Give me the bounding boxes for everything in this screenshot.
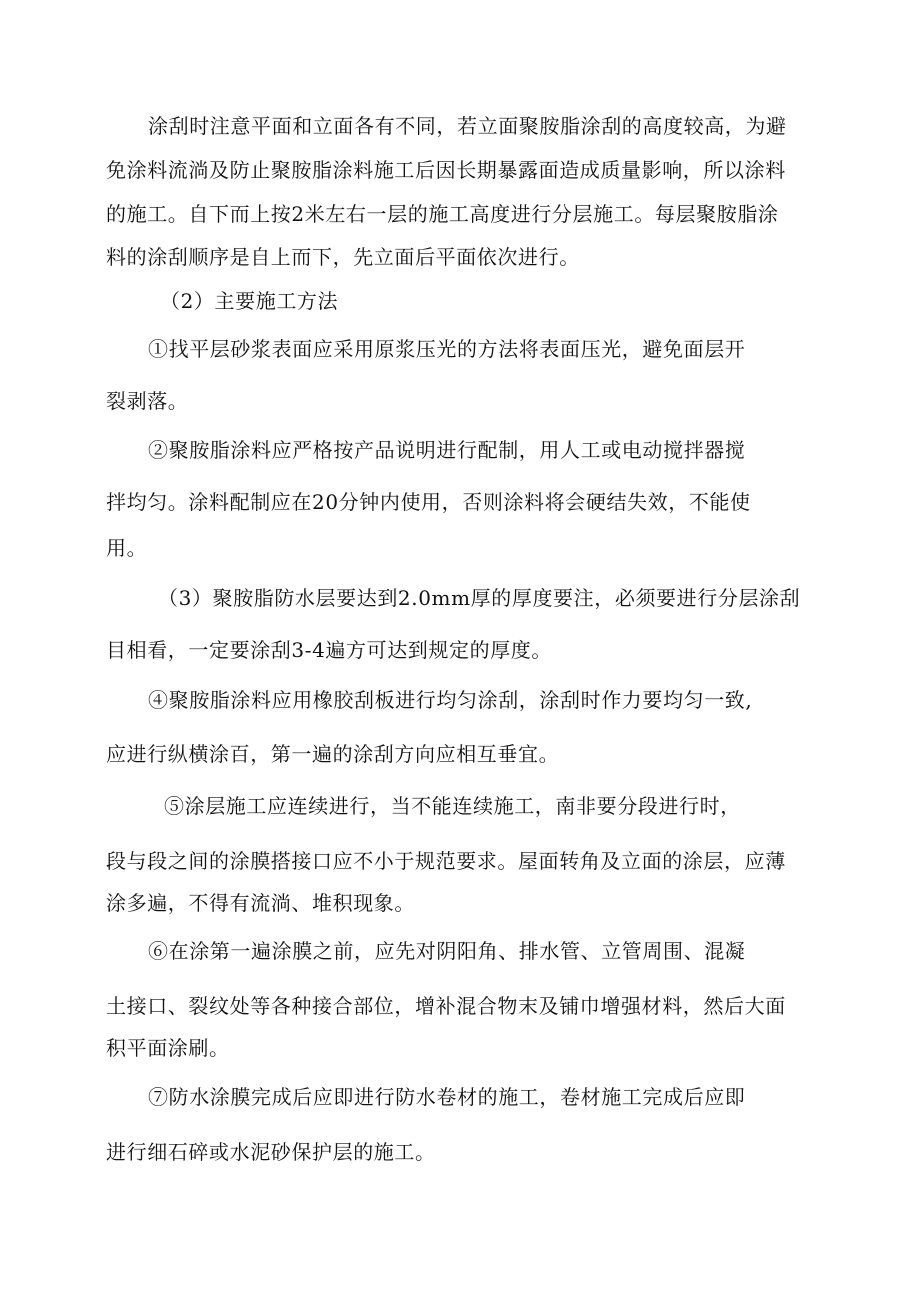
text-line: 免涂料流淌及防止聚胺脂涂料施工后因长期暴露面造成质量影响，所以涂料 [106,158,786,182]
text-line: ⑤涂层施工应连续进行，当不能连续施工，南非要分段进行时， [164,794,741,818]
section-heading: （2）主要施工方法 [160,289,339,313]
text-line: 土接口、裂纹处等各种接合部位，增补混合物末及铺巾增强材料，然后大面 [106,994,786,1018]
text-line: 裂剥落。 [106,389,189,413]
text-line: 段与段之间的涂膜搭接口应不小于规范要求。屋面转角及立面的涂层，应薄 [106,849,786,873]
text-line: 进行细石碎或水泥砂保护层的施工。 [106,1140,436,1164]
text-line: ④聚胺脂涂料应用橡胶刮板进行均匀涂刮，涂刮时作力要均匀一致, [148,688,753,712]
text-line: 应进行纵横涂百，第一遍的涂刮方向应相互垂宜。 [106,742,560,766]
text-line: 料的涂刮顺序是自上而下，先立面后平面依次进行。 [106,245,580,269]
text-line: 涂多遍，不得有流淌、堆积现象。 [106,891,415,915]
text-line: 拌均匀。涂料配制应在20分钟内使用，否则涂料将会硬结失效，不能使 [106,490,751,514]
text-line: 用。 [106,536,148,560]
text-line: ⑦防水涂膜完成后应即进行防水卷材的施工，卷材施工完成后应即 [148,1085,746,1109]
section-heading: （3）聚胺脂防水层要达到2.0mm厚的厚度要注，必须要进行分层涂刮 [158,586,801,610]
text-line: 目相看，一定要涂刮3-4遍方可达到规定的厚度。 [106,638,553,662]
text-line: 积平面涂刷。 [106,1036,230,1060]
text-line: ②聚胺脂涂料应严格按产品说明进行配制，用人工或电动搅拌器搅 [148,438,746,462]
text-line: ⑥在涂第一遍涂膜之前，应先对阴阳角、排水管、立管周围、混凝 [148,939,746,963]
text-line: 涂刮时注意平面和立面各有不同，若立面聚胺脂涂刮的高度较高，为避 [148,114,787,138]
text-line: 的施工。自下而上按2米左右一层的施工高度进行分层施工。每层聚胺脂涂 [106,202,779,226]
text-line: ①找平层砂浆表面应采用原浆压光的方法将表面压光，避免面层开 [148,337,746,361]
